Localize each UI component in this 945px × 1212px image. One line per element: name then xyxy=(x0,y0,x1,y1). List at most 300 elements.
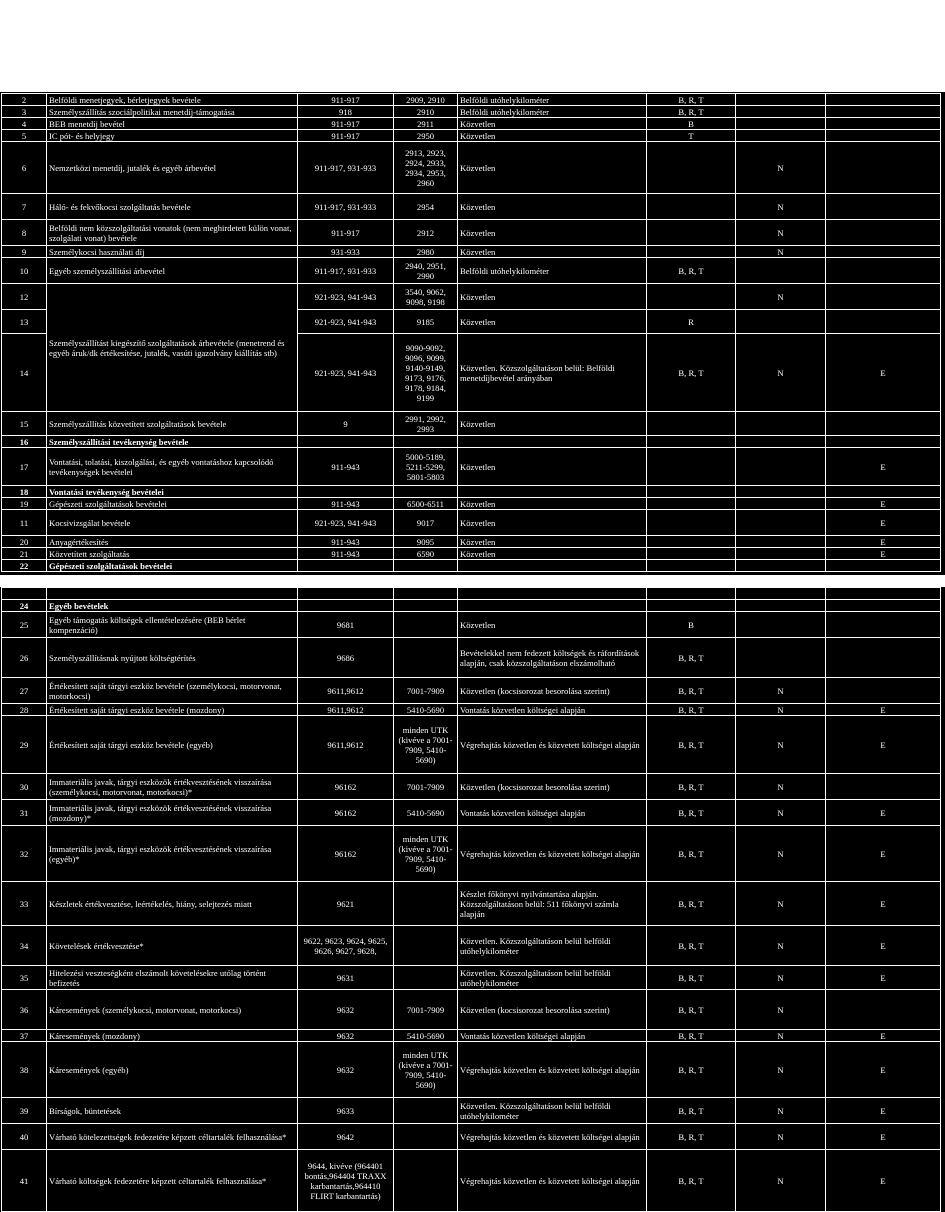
flag-n-cell xyxy=(736,588,826,600)
cost-center-code-cell: 2980 xyxy=(394,246,458,258)
flag-e-cell xyxy=(826,560,941,572)
account-code-cell: 9 xyxy=(298,412,394,436)
cost-center-code-cell: 2912 xyxy=(394,220,458,246)
flag-n-cell xyxy=(736,498,826,510)
table-row xyxy=(2,990,941,1030)
flag-e-cell: E xyxy=(826,1042,941,1098)
cost-center-code-cell: 5410-5690 xyxy=(394,800,458,826)
allocation-basis-cell: Közvetlen xyxy=(458,448,647,486)
flag-n-cell xyxy=(736,310,826,334)
flag-e-cell: E xyxy=(826,448,941,486)
row-number-cell: 10 xyxy=(2,258,47,284)
flag-n-cell xyxy=(736,600,826,612)
row-number-cell: 14 xyxy=(2,334,47,412)
service-type-cell: B, R, T xyxy=(647,334,736,412)
table-row xyxy=(2,436,941,448)
cost-center-code-cell: 2913, 2923, 2924, 2933, 2934, 2953, 2960 xyxy=(394,142,458,194)
allocation-basis-cell: Végrehajtás közvetlen és közvetett költségei alapján xyxy=(458,1042,647,1098)
cost-center-code-cell xyxy=(394,486,458,498)
allocation-basis-cell: Végrehajtás közvetlen és közvetett költségei alapján xyxy=(458,716,647,774)
account-code-cell: 911-917, 931-933 xyxy=(298,194,394,220)
item-description-cell: IC pót- és helyjegy xyxy=(47,130,298,142)
item-description-cell: Várható költségek fedezetére képzett céltartalék felhasználása* xyxy=(47,1150,298,1212)
account-code-cell: 9632 xyxy=(298,1042,394,1098)
table-row xyxy=(2,118,941,130)
row-number-cell: 5 xyxy=(2,130,47,142)
row-number-cell: 18 xyxy=(2,486,47,498)
item-description-cell: Értékesített saját tárgyi eszköz bevétele (egyéb) xyxy=(47,716,298,774)
row-number-cell: 20 xyxy=(2,536,47,548)
service-type-cell: R xyxy=(647,310,736,334)
cost-center-code-cell: 9185 xyxy=(394,310,458,334)
service-type-cell: B, R, T xyxy=(647,1098,736,1124)
service-type-cell xyxy=(647,284,736,310)
allocation-basis-cell: Közvetlen xyxy=(458,246,647,258)
flag-e-cell: E xyxy=(826,826,941,882)
allocation-basis-cell: Közvetlen xyxy=(458,536,647,548)
flag-e-cell xyxy=(826,130,941,142)
allocation-basis-cell xyxy=(458,486,647,498)
item-description-cell: Gépészeti szolgáltatások bevételei xyxy=(47,560,298,572)
row-number-cell: 33 xyxy=(2,882,47,926)
service-type-cell: B, R, T xyxy=(647,638,736,678)
flag-n-cell: N xyxy=(736,1124,826,1150)
row-number-cell: 34 xyxy=(2,926,47,966)
flag-n-cell: N xyxy=(736,926,826,966)
row-number-cell: 32 xyxy=(2,826,47,882)
service-type-cell xyxy=(647,246,736,258)
item-description-cell: Immateriális javak, tárgyi eszközök értékvesztésének visszaírása (személykocsi, motorvonat, motorkocsi)* xyxy=(47,774,298,800)
flag-e-cell xyxy=(826,638,941,678)
account-code-cell: 9633 xyxy=(298,1098,394,1124)
account-code-cell: 911-943 xyxy=(298,448,394,486)
table-row xyxy=(2,220,941,246)
revenue-allocation-table-bottom xyxy=(1,587,941,1212)
allocation-basis-cell: Végrehajtás közvetlen és közvetett költségei alapján xyxy=(458,1124,647,1150)
item-description-cell: Egyéb támogatás költségek ellentételezésére (BEB bérlet kompenzáció) xyxy=(47,612,298,638)
service-type-cell: B, R, T xyxy=(647,1042,736,1098)
table-row xyxy=(2,704,941,716)
page-header-blank xyxy=(0,0,945,92)
item-description-cell: Vontatási, tolatási, kiszolgálási, és egyéb vontatáshoz kapcsolódó tevékenységek bevételei xyxy=(47,448,298,486)
row-number-cell: 38 xyxy=(2,1042,47,1098)
allocation-basis-cell: Belföldi utóhelykilométer xyxy=(458,258,647,284)
allocation-basis-cell: Közvetlen (kocsisorozat besorolása szerint) xyxy=(458,990,647,1030)
cost-center-code-cell: 2910 xyxy=(394,106,458,118)
flag-n-cell: N xyxy=(736,1098,826,1124)
allocation-basis-cell: Közvetlen xyxy=(458,130,647,142)
item-description-cell: Egyéb bevételek xyxy=(47,600,298,612)
cost-center-code-cell xyxy=(394,882,458,926)
account-code-cell: 9632 xyxy=(298,990,394,1030)
item-description-cell: Értékesített saját tárgyi eszköz bevétele (személykocsi, motorvonat, motorkocsi) xyxy=(47,678,298,704)
row-number-cell: 17 xyxy=(2,448,47,486)
flag-n-cell xyxy=(736,436,826,448)
allocation-basis-cell: Bevételekkel nem fedezett költségek és ráfordítások alapján, csak közszolgáltatáson elszámolható xyxy=(458,638,647,678)
row-number-cell: 8 xyxy=(2,220,47,246)
flag-e-cell xyxy=(826,220,941,246)
row-number-cell: 7 xyxy=(2,194,47,220)
table-row xyxy=(2,412,941,436)
allocation-basis-cell: Közvetlen xyxy=(458,194,647,220)
row-number-cell: 13 xyxy=(2,310,47,334)
service-type-cell xyxy=(647,510,736,536)
flag-e-cell: E xyxy=(826,510,941,536)
row-number-cell: 29 xyxy=(2,716,47,774)
service-type-cell xyxy=(647,448,736,486)
service-type-cell: B, R, T xyxy=(647,1030,736,1042)
row-number-cell: 9 xyxy=(2,246,47,258)
account-code-cell xyxy=(298,588,394,600)
table-row xyxy=(2,1150,941,1212)
flag-n-cell xyxy=(736,258,826,284)
table-row xyxy=(2,600,941,612)
table-row xyxy=(2,142,941,194)
allocation-basis-cell xyxy=(458,600,647,612)
service-type-cell: B, R, T xyxy=(647,94,736,106)
allocation-basis-cell: Vontatás közvetlen költségei alapján xyxy=(458,800,647,826)
flag-n-cell: N xyxy=(736,704,826,716)
table-row xyxy=(2,966,941,990)
flag-e-cell xyxy=(826,436,941,448)
flag-n-cell xyxy=(736,106,826,118)
cost-center-code-cell: 5410-5690 xyxy=(394,704,458,716)
flag-n-cell xyxy=(736,94,826,106)
service-type-cell: B, R, T xyxy=(647,716,736,774)
table-row xyxy=(2,510,941,536)
item-description-cell: Hitelezési veszteségként elszámolt követelésekre utólag történt befizetés xyxy=(47,966,298,990)
service-type-cell xyxy=(647,142,736,194)
cost-center-code-cell xyxy=(394,1124,458,1150)
row-number-cell: 40 xyxy=(2,1124,47,1150)
service-type-cell xyxy=(647,220,736,246)
account-code-cell: 911-917 xyxy=(298,220,394,246)
service-type-cell: B, R, T xyxy=(647,926,736,966)
allocation-basis-cell: Közvetlen (kocsisorozat besorolása szerint) xyxy=(458,774,647,800)
cost-center-code-cell: 2954 xyxy=(394,194,458,220)
flag-e-cell xyxy=(826,600,941,612)
table-row xyxy=(2,774,941,800)
flag-n-cell xyxy=(736,536,826,548)
account-code-cell: 911-917 xyxy=(298,94,394,106)
cost-center-code-cell: 2909, 2910 xyxy=(394,94,458,106)
account-code-cell: 921-923, 941-943 xyxy=(298,334,394,412)
item-description-cell: Személykocsi használati díj xyxy=(47,246,298,258)
item-description-cell: Immateriális javak, tárgyi eszközök értékvesztésének visszaírása (mozdony)* xyxy=(47,800,298,826)
cost-center-code-cell xyxy=(394,612,458,638)
service-type-cell xyxy=(647,588,736,600)
flag-e-cell: E xyxy=(826,1124,941,1150)
item-description-cell: Kocsivizsgálat bevétele xyxy=(47,510,298,536)
flag-e-cell xyxy=(826,486,941,498)
row-number-cell: 6 xyxy=(2,142,47,194)
allocation-basis-cell xyxy=(458,588,647,600)
row-number-cell: 16 xyxy=(2,436,47,448)
flag-n-cell xyxy=(736,412,826,436)
cost-center-code-cell: 2940, 2951, 2990 xyxy=(394,258,458,284)
account-code-cell xyxy=(298,486,394,498)
flag-n-cell xyxy=(736,510,826,536)
cost-center-code-cell: 7001-7909 xyxy=(394,990,458,1030)
allocation-basis-cell: Közvetlen xyxy=(458,220,647,246)
allocation-basis-cell: Közvetlen xyxy=(458,142,647,194)
cost-center-code-cell xyxy=(394,1150,458,1212)
item-description-cell: Nemzetközi menetdíj, jutalék és egyéb árbevétel xyxy=(47,142,298,194)
item-description-cell: Belföldi nem közszolgáltatási vonatok (nem meghirdetett külön vonat, szolgálati vonat) bevétele xyxy=(47,220,298,246)
row-number-cell: 27 xyxy=(2,678,47,704)
cost-center-code-cell: 2950 xyxy=(394,130,458,142)
flag-e-cell: E xyxy=(826,966,941,990)
account-code-cell: 9611,9612 xyxy=(298,716,394,774)
flag-n-cell xyxy=(736,118,826,130)
cost-center-code-cell: 9095 xyxy=(394,536,458,548)
flag-e-cell xyxy=(826,94,941,106)
table-row xyxy=(2,882,941,926)
flag-e-cell xyxy=(826,774,941,800)
account-code-cell: 911-917 xyxy=(298,130,394,142)
flag-n-cell: N xyxy=(736,284,826,310)
item-description-cell: Káresemények (egyéb) xyxy=(47,1042,298,1098)
service-type-cell: B, R, T xyxy=(647,800,736,826)
row-number-cell: 12 xyxy=(2,284,47,310)
allocation-basis-cell: Közvetlen xyxy=(458,548,647,560)
row-number-cell: 24 xyxy=(2,600,47,612)
flag-e-cell xyxy=(826,194,941,220)
table-row xyxy=(2,560,941,572)
item-description-cell: Személyszállítás szociálpolitikai menetdíj-támogatása xyxy=(47,106,298,118)
service-type-cell xyxy=(647,194,736,220)
allocation-basis-cell: Közvetlen xyxy=(458,412,647,436)
cost-center-code-cell xyxy=(394,588,458,600)
cost-center-code-cell: minden UTK (kivéve a 7001-7909, 5410-5690) xyxy=(394,826,458,882)
flag-e-cell: E xyxy=(826,1098,941,1124)
table-row xyxy=(2,130,941,142)
account-code-cell: 9631 xyxy=(298,966,394,990)
allocation-basis-cell: Vontatás közvetlen költségei alapján xyxy=(458,704,647,716)
service-type-cell: B, R, T xyxy=(647,704,736,716)
table-row xyxy=(2,800,941,826)
account-code-cell: 9632 xyxy=(298,1030,394,1042)
flag-n-cell: N xyxy=(736,966,826,990)
allocation-basis-cell: Közvetlen xyxy=(458,498,647,510)
flag-e-cell xyxy=(826,258,941,284)
cost-center-code-cell xyxy=(394,560,458,572)
flag-e-cell: E xyxy=(826,1030,941,1042)
allocation-basis-cell: Közvetlen (kocsisorozat besorolása szerint) xyxy=(458,678,647,704)
flag-n-cell: N xyxy=(736,826,826,882)
flag-n-cell: N xyxy=(736,1030,826,1042)
service-type-cell xyxy=(647,486,736,498)
flag-n-cell: N xyxy=(736,800,826,826)
flag-n-cell: N xyxy=(736,678,826,704)
cost-center-code-cell: 7001-7909 xyxy=(394,678,458,704)
account-code-cell: 911-917, 931-933 xyxy=(298,142,394,194)
cost-center-code-cell xyxy=(394,436,458,448)
account-code-cell: 931-933 xyxy=(298,246,394,258)
row-number-cell: 19 xyxy=(2,498,47,510)
table-row xyxy=(2,498,941,510)
account-code-cell: 911-943 xyxy=(298,498,394,510)
account-code-cell: 918 xyxy=(298,106,394,118)
flag-n-cell: N xyxy=(736,882,826,926)
service-type-cell: B, R, T xyxy=(647,678,736,704)
service-type-cell: B, R, T xyxy=(647,826,736,882)
service-type-cell: B, R, T xyxy=(647,882,736,926)
allocation-basis-cell: Belföldi utóhelykilométer xyxy=(458,94,647,106)
flag-n-cell: N xyxy=(736,220,826,246)
allocation-basis-cell: Belföldi utóhelykilométer xyxy=(458,106,647,118)
row-number-cell: 21 xyxy=(2,548,47,560)
flag-e-cell: E xyxy=(826,800,941,826)
service-type-cell: T xyxy=(647,130,736,142)
account-code-cell: 9611,9612 xyxy=(298,704,394,716)
flag-n-cell: N xyxy=(736,1042,826,1098)
item-description-cell: Várható kötelezettségek fedezetére képzett céltartalék felhasználása* xyxy=(47,1124,298,1150)
item-description-cell: Követelések értékvesztése* xyxy=(47,926,298,966)
account-code-cell: 96162 xyxy=(298,800,394,826)
cost-center-code-cell xyxy=(394,638,458,678)
row-number-cell: 26 xyxy=(2,638,47,678)
table-row xyxy=(2,548,941,560)
allocation-basis-cell: Végrehajtás közvetlen és közvetett költségei alapján xyxy=(458,826,647,882)
item-description-cell: Immateriális javak, tárgyi eszközök értékvesztésének visszaírása (egyéb)* xyxy=(47,826,298,882)
allocation-basis-cell: Közvetlen xyxy=(458,310,647,334)
flag-e-cell: E xyxy=(826,536,941,548)
service-type-cell xyxy=(647,536,736,548)
table-row xyxy=(2,638,941,678)
flag-n-cell xyxy=(736,638,826,678)
service-type-cell xyxy=(647,412,736,436)
table-row xyxy=(2,486,941,498)
allocation-basis-cell xyxy=(458,560,647,572)
flag-e-cell xyxy=(826,612,941,638)
flag-n-cell: N xyxy=(736,334,826,412)
flag-e-cell: E xyxy=(826,704,941,716)
allocation-basis-cell xyxy=(458,436,647,448)
flag-n-cell: N xyxy=(736,142,826,194)
flag-e-cell xyxy=(826,310,941,334)
flag-e-cell xyxy=(826,588,941,600)
item-description-cell: Vontatási tevékenység bevételei xyxy=(47,486,298,498)
account-code-cell: 9681 xyxy=(298,612,394,638)
flag-n-cell: N xyxy=(736,246,826,258)
row-number-cell: 15 xyxy=(2,412,47,436)
flag-e-cell xyxy=(826,118,941,130)
flag-e-cell: E xyxy=(826,498,941,510)
flag-e-cell: E xyxy=(826,1150,941,1212)
row-number-cell xyxy=(2,588,47,600)
item-description-cell: Káresemények (mozdony) xyxy=(47,1030,298,1042)
account-code-cell: 96162 xyxy=(298,826,394,882)
flag-e-cell: E xyxy=(826,334,941,412)
account-code-cell: 9622, 9623, 9624, 9625, 9626, 9627, 9628, xyxy=(298,926,394,966)
service-type-cell: B, R, T xyxy=(647,990,736,1030)
allocation-basis-cell: Végrehajtás közvetlen és közvetett költségei alapján xyxy=(458,1150,647,1212)
flag-n-cell xyxy=(736,560,826,572)
flag-n-cell: N xyxy=(736,194,826,220)
item-description-cell: Egyéb személyszállítási árbevétel xyxy=(47,258,298,284)
flag-e-cell: E xyxy=(826,926,941,966)
row-number-cell: 2 xyxy=(2,94,47,106)
table-row xyxy=(2,194,941,220)
item-description-cell: Háló- és fekvőkocsi szolgáltatás bevétele xyxy=(47,194,298,220)
item-description-cell: Értékesített saját tárgyi eszköz bevétele (mozdony) xyxy=(47,704,298,716)
account-code-cell xyxy=(298,600,394,612)
cost-center-code-cell xyxy=(394,1098,458,1124)
table-row xyxy=(2,612,941,638)
flag-e-cell xyxy=(826,990,941,1030)
item-description-cell: Személyszállítást kiegészítő szolgáltatások árbevétele (menetrend és egyéb áruk/dk értékesítése, jutalék, vasúti igazolvány kiállítás stb) xyxy=(47,284,298,412)
account-code-cell xyxy=(298,560,394,572)
item-description-cell: Káresemények (személykocsi, motorvonat, motorkocsi) xyxy=(47,990,298,1030)
allocation-basis-cell: Közvetlen xyxy=(458,612,647,638)
service-type-cell xyxy=(647,600,736,612)
item-description-cell: Belföldi menetjegyek, bérletjegyek bevétele xyxy=(47,94,298,106)
account-code-cell: 911-917 xyxy=(298,118,394,130)
service-type-cell xyxy=(647,436,736,448)
cost-center-code-cell: 5000-5189, 5211-5299, 5801-5803 xyxy=(394,448,458,486)
allocation-basis-cell: Közvetlen. Közszolgáltatáson belül: Belföldi menetdíjbevétel arányában xyxy=(458,334,647,412)
service-type-cell: B, R, T xyxy=(647,1150,736,1212)
cost-center-code-cell: 5410-5690 xyxy=(394,1030,458,1042)
row-number-cell: 11 xyxy=(2,510,47,536)
table-row xyxy=(2,1098,941,1124)
flag-n-cell: N xyxy=(736,990,826,1030)
table-row xyxy=(2,94,941,106)
cost-center-code-cell: 7001-7909 xyxy=(394,774,458,800)
account-code-cell: 96162 xyxy=(298,774,394,800)
service-type-cell xyxy=(647,548,736,560)
row-number-cell: 30 xyxy=(2,774,47,800)
flag-e-cell xyxy=(826,106,941,118)
table-row xyxy=(2,1030,941,1042)
table-row xyxy=(2,106,941,118)
row-number-cell: 35 xyxy=(2,966,47,990)
table-row xyxy=(2,246,941,258)
table-row xyxy=(2,716,941,774)
allocation-basis-cell: Közvetlen. Közszolgáltatáson belül belföldi utóhelykilométer xyxy=(458,1098,647,1124)
item-description-cell: BEB menetdíj bevétel xyxy=(47,118,298,130)
row-number-cell: 22 xyxy=(2,560,47,572)
flag-e-cell xyxy=(826,142,941,194)
cost-center-code-cell: 2911 xyxy=(394,118,458,130)
table-row xyxy=(2,284,941,310)
table-row xyxy=(2,1124,941,1150)
cost-center-code-cell: 9090-9092, 9096, 9099, 9140-9149, 9173, 9176, 9178, 9184, 9199 xyxy=(394,334,458,412)
service-type-cell: B, R, T xyxy=(647,258,736,284)
item-description-cell: Anyagértékesítés xyxy=(47,536,298,548)
table-row xyxy=(2,926,941,966)
flag-n-cell: N xyxy=(736,1150,826,1212)
row-number-cell: 39 xyxy=(2,1098,47,1124)
flag-e-cell: E xyxy=(826,548,941,560)
row-number-cell: 28 xyxy=(2,704,47,716)
table-row xyxy=(2,448,941,486)
flag-n-cell xyxy=(736,612,826,638)
flag-e-cell xyxy=(826,412,941,436)
item-description-cell: Bírságok, büntetések xyxy=(47,1098,298,1124)
table-row xyxy=(2,258,941,284)
account-code-cell: 9644, kivéve (964401 bontás,964404 TRAXX karbantartás,964410 FLIRT karbantartás) xyxy=(298,1150,394,1212)
service-type-cell xyxy=(647,560,736,572)
item-description-cell: Készletek értékvesztése, leértékelés, hiány, selejtezés miatt xyxy=(47,882,298,926)
service-type-cell: B xyxy=(647,612,736,638)
account-code-cell: 921-923, 941-943 xyxy=(298,510,394,536)
account-code-cell: 9611,9612 xyxy=(298,678,394,704)
table-row xyxy=(2,588,941,600)
flag-n-cell xyxy=(736,130,826,142)
flag-n-cell: N xyxy=(736,774,826,800)
